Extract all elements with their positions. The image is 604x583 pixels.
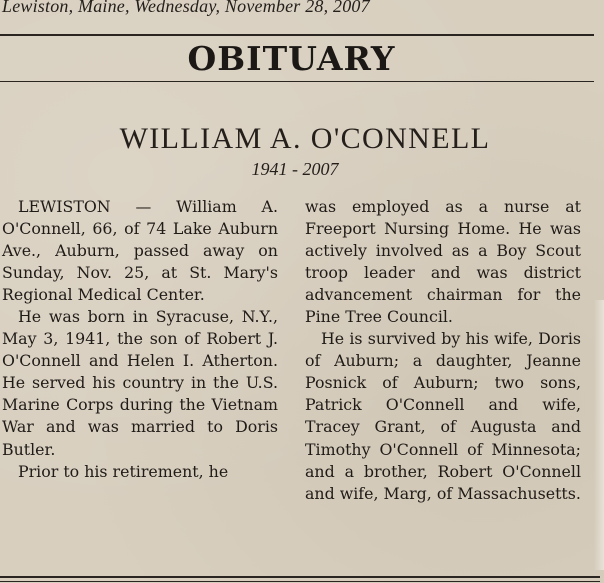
- top-rule: [0, 34, 594, 36]
- dateline: Lewiston, Maine, Wednesday, November 28, 2007: [2, 0, 370, 16]
- deceased-name: WILLIAM A. O'CONNELL: [119, 122, 491, 155]
- paragraph: LEWISTON — William A. O'Connell, 66, of 74 Lake Auburn Ave., Auburn, passed away on Sunday, Nov. 25, at St. Mary's Regional Medical Center.: [2, 197, 278, 305]
- left-column: [2, 196, 278, 483]
- heading-rule: [0, 81, 594, 82]
- bottom-rule: [0, 576, 600, 578]
- life-years: 1941 - 2007: [251, 159, 339, 179]
- paragraph: was employed as a nurse at Freeport Nursing Home. He was actively involved as a Boy Scout troop leader and was district advancement chairman for the Pine Tree Council.: [305, 197, 581, 327]
- right-column: [305, 196, 581, 505]
- section-heading: OBITUARY: [187, 39, 396, 78]
- paragraph: He is survived by his wife, Doris of Auburn; a daughter, Jeanne Posnick of Auburn; two sons, Patrick O'Connell and wife, Tracey Grant, of Augusta and Timothy O'Connell of Minnesota; and a brother, Robert O'Connell and wife, Marg, of Massachusetts.: [305, 329, 581, 503]
- paragraph: He was born in Syracuse, N.Y., May 3, 1941, the son of Robert J. O'Connell and Helen I. Atherton. He served his country in the U.S. Marine Corps during the Vietnam War and was married to Doris Butler.: [2, 307, 278, 459]
- paragraph: Prior to his retirement, he: [18, 461, 229, 481]
- paper-edge-scuff: [594, 300, 604, 570]
- bottom-rule-thin: [0, 581, 600, 582]
